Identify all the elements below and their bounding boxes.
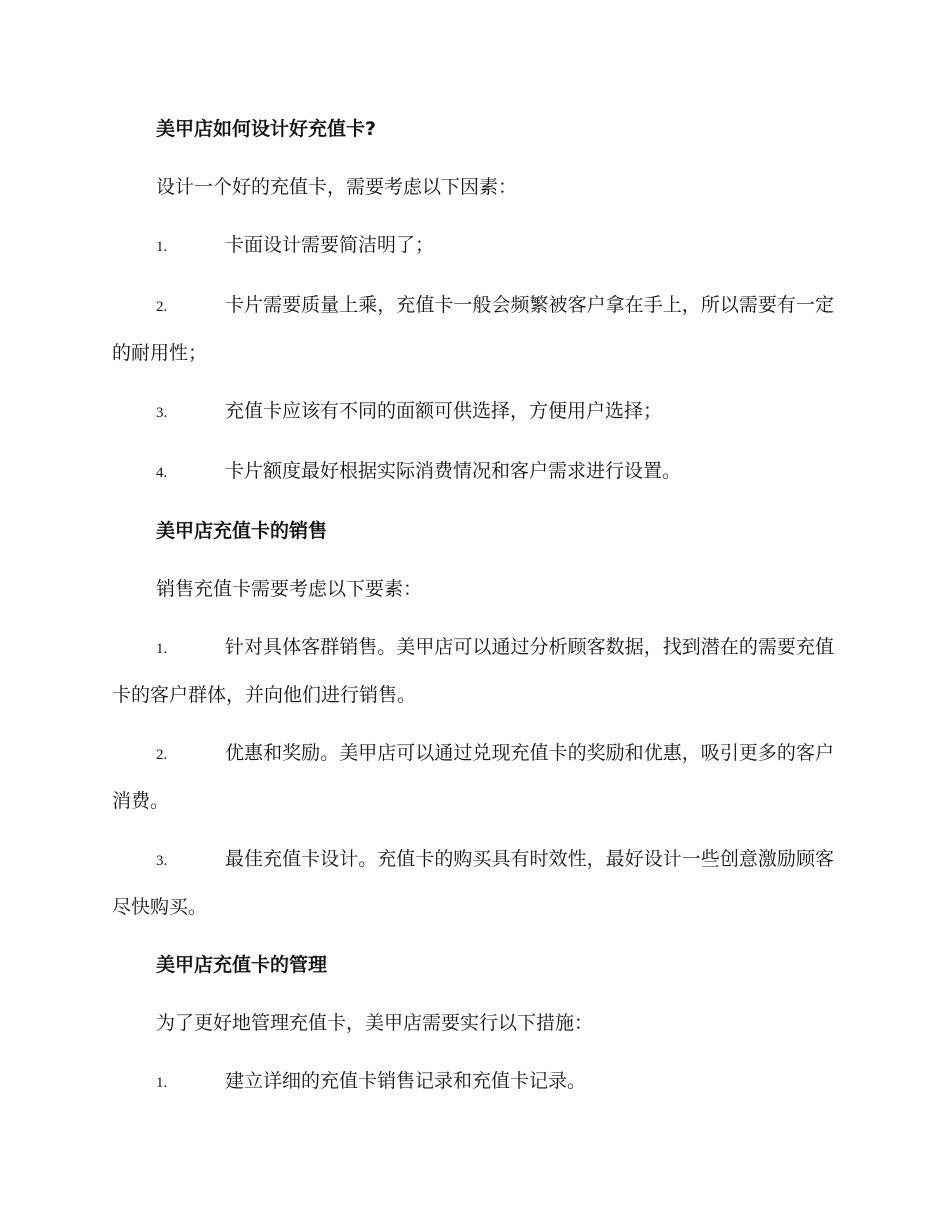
section-intro: 为了更好地管理充值卡，美甲店需要实行以下措施： <box>156 1012 594 1034</box>
list-item-text: 针对具体客群销售。美甲店可以通过分析顾客数据，找到潜在的需要充值卡的客户群体，并向他们进行销售。 <box>112 636 834 706</box>
list-item-number: 1. <box>156 641 168 657</box>
list-item <box>112 388 834 436</box>
section-intro: 设计一个好的充值卡，需要考虑以下因素： <box>156 176 518 198</box>
list-item <box>112 222 834 270</box>
list-item-number: 2. <box>156 747 168 763</box>
list-item-text: 充值卡应该有不同的面额可供选择，方便用户选择； <box>225 400 663 422</box>
list-item-text: 优惠和奖励。美甲店可以通过兑现充值卡的奖励和优惠，吸引更多的客户消费。 <box>112 742 834 812</box>
section-card-management <box>112 942 834 1106</box>
list-item-text: 卡片额度最好根据实际消费情况和客户需求进行设置。 <box>225 460 682 482</box>
list-item-number: 1. <box>156 1075 168 1091</box>
list-item-number: 3. <box>156 853 168 869</box>
list-item-text: 卡片需要质量上乘，充值卡一般会频繁被客户拿在手上，所以需要有一定的耐用性； <box>112 294 834 364</box>
document-page <box>112 106 834 1118</box>
list-item <box>112 282 834 376</box>
list-item <box>112 730 834 824</box>
list-item <box>112 1058 834 1106</box>
list-item-number: 4. <box>156 465 168 481</box>
section-card-design <box>112 106 834 496</box>
list-item <box>112 836 834 930</box>
list-item-number: 2. <box>156 299 168 315</box>
section-heading: 美甲店如何设计好充值卡? <box>156 118 377 140</box>
list-item-text: 建立详细的充值卡销售记录和充值卡记录。 <box>225 1070 587 1092</box>
list-item-number: 3. <box>156 405 168 421</box>
section-heading: 美甲店充值卡的管理 <box>156 954 328 976</box>
list-item-text: 卡面设计需要简洁明了； <box>225 234 435 256</box>
section-card-sales <box>112 508 834 930</box>
list-item <box>112 448 834 496</box>
list-item-number: 1. <box>156 239 168 255</box>
list-item-text: 最佳充值卡设计。充值卡的购买具有时效性，最好设计一些创意激励顾客尽快购买。 <box>112 848 834 918</box>
section-heading: 美甲店充值卡的销售 <box>156 520 328 542</box>
section-intro: 销售充值卡需要考虑以下要素： <box>156 578 423 600</box>
list-item <box>112 624 834 718</box>
